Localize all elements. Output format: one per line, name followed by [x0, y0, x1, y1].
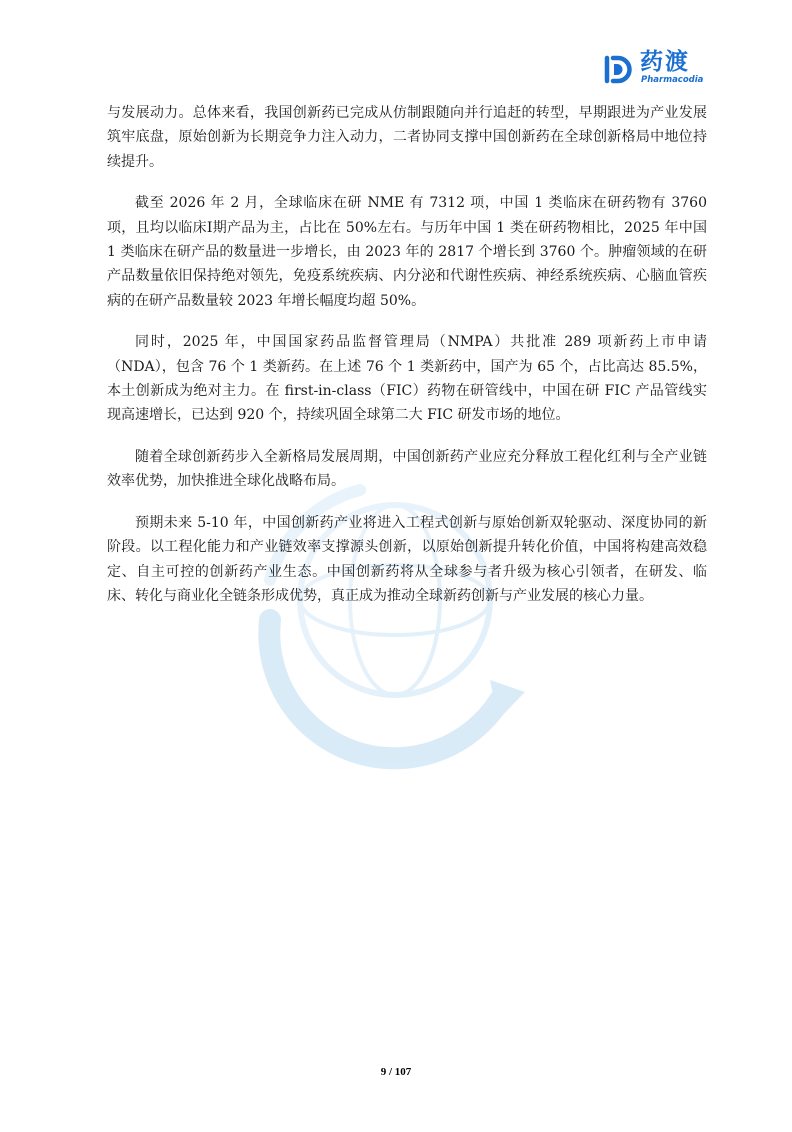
paragraph-2: 截至 2026 年 2 月，全球临床在研 NME 有 7312 项，中国 1 类临床在研药物有 3760 项，且均以临床Ⅰ期产品为主，占比在 50%左右。与历年中国 1 类在研药物相比，2025 年中国 1 类临床在研产品的数量进一步增长，由 2023 年的 2817 个增长到 3760 个。肿瘤领域的在研产品数量依旧保持绝对领先，免疫系统疾病、内分泌和代谢性疾病、神经系统疾病、心脑血管疾病的在研产品数量较 2023 年增长幅度均超 50%。: [107, 195, 707, 309]
paragraph-4: 随着全球创新药步入全新格局发展周期，中国创新药产业应充分释放工程化红利与全产业链效率优势，加快推进全球化战略布局。: [107, 448, 707, 490]
logo-english-name: Pharmacodia: [641, 75, 704, 85]
document-body: [107, 101, 707, 625]
paragraph-1: 与发展动力。总体来看，我国创新药已完成从仿制跟随向并行追赶的转型，早期跟进为产业发展筑牢底盘，原始创新为长期竞争力注入动力，二者协同支撑中国创新药在全球创新格局中地位持续提升。: [107, 105, 707, 170]
paragraph-3: 同时，2025 年，中国国家药品监督管理局（NMPA）共批准 289 项新药上市申请（NDA），包含 76 个 1 类新药。在上述 76 个 1 类新药中，国产为 65 个，占比高达 85.5%，本土创新成为绝对主力。在 first-in-class（FIC）药物在研管线中，中国在研 FIC 产品管线实现高速增长，已达到 920 个，持续巩固全球第二大 FIC 研发市场的地位。: [107, 334, 707, 424]
pharmacodia-logo-icon: [600, 52, 634, 86]
page-number: 9 / 107: [380, 1066, 412, 1078]
logo-chinese-name: 药渡: [640, 49, 690, 75]
pharmacodia-logo: [600, 48, 720, 92]
paragraph-5: 预期未来 5-10 年，中国创新药产业将进入工程式创新与原始创新双轮驱动、深度协同的新阶段。以工程化能力和产业链效率支撑源头创新，以原始创新提升转化价值，中国将构建高效稳定、自主可控的创新药产业生态。中国创新药将从全球参与者升级为核心引领者，在研发、临床、转化与商业化全链条形成优势，真正成为推动全球新药创新与产业发展的核心力量。: [107, 514, 707, 604]
